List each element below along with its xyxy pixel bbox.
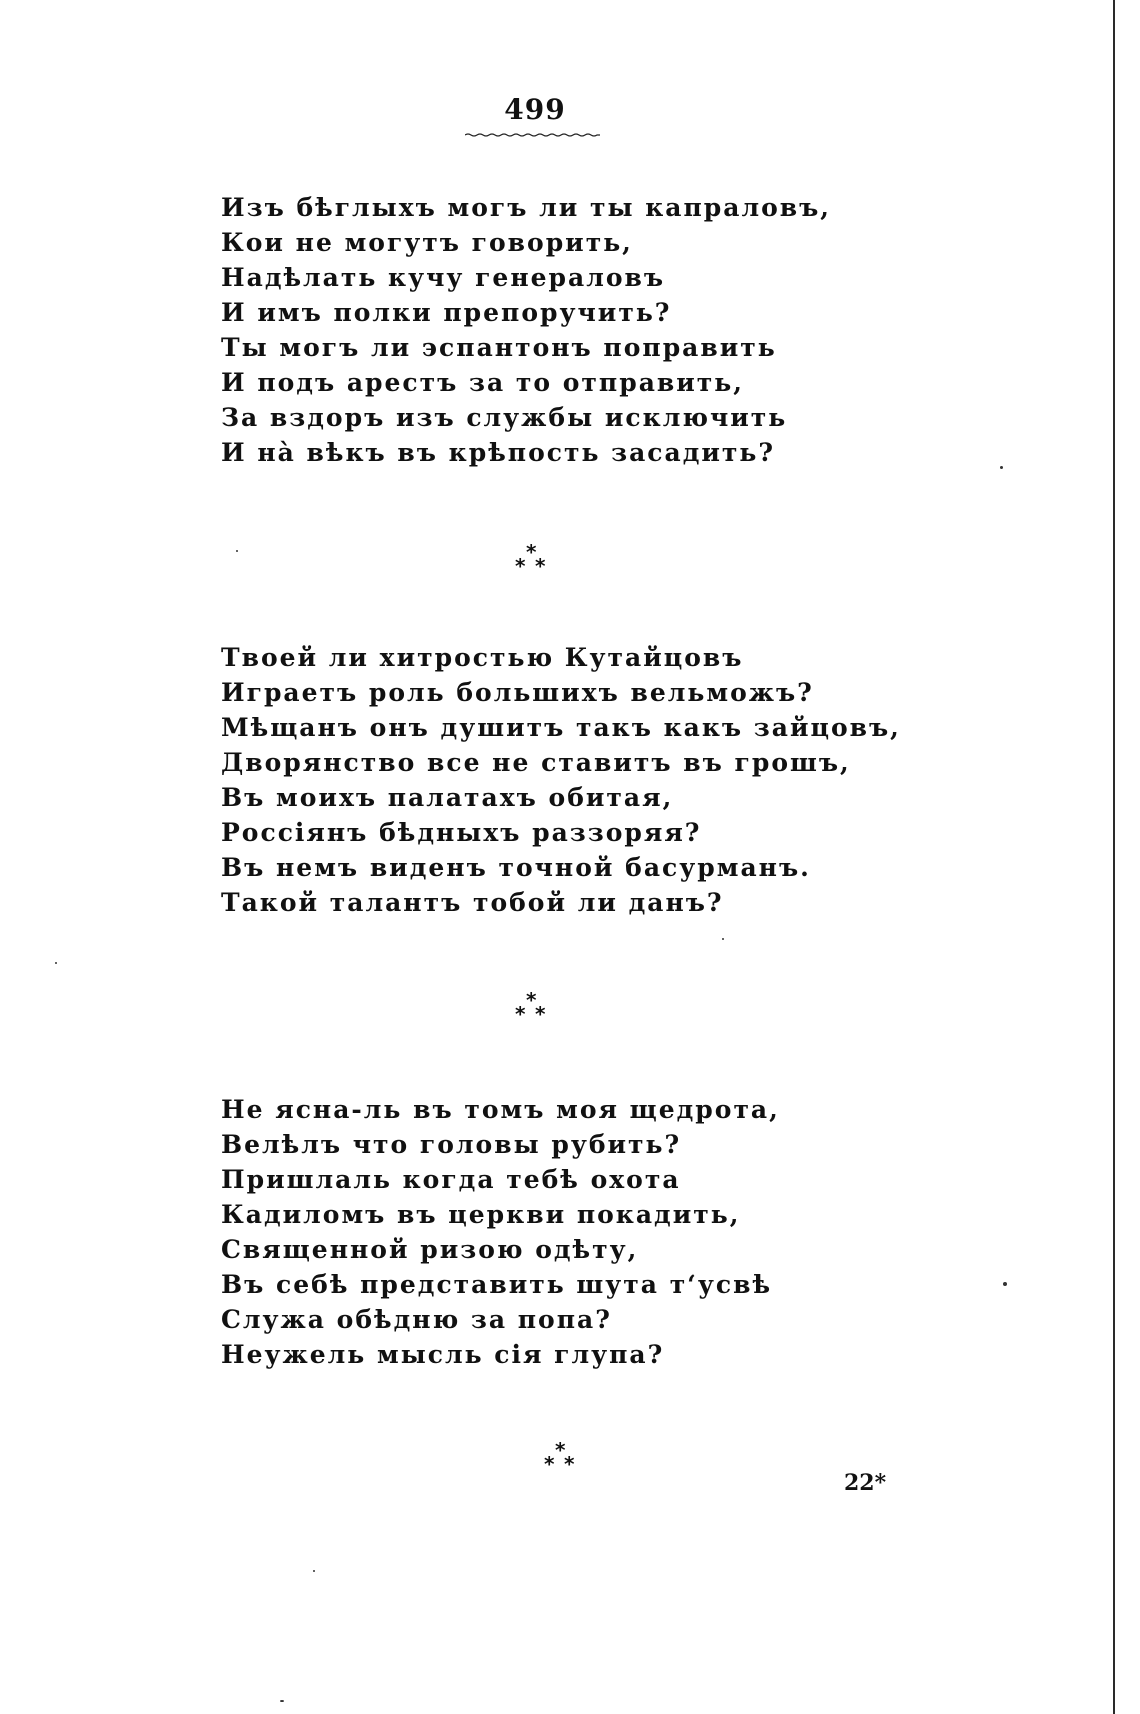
paper-speck	[280, 1700, 284, 1702]
asterism-star: *	[564, 1452, 575, 1476]
asterism-star: *	[515, 1002, 526, 1026]
asterism-star: *	[526, 988, 537, 1012]
verse-line: Надѣлать кучу генераловъ	[221, 263, 666, 292]
asterism-star: *	[535, 554, 546, 578]
asterism-star: *	[535, 1002, 546, 1026]
paper-speck	[313, 1570, 315, 1572]
verse-line: Въ себѣ представить шута т‘усвѣ	[221, 1270, 773, 1299]
verse-line: Пришлаль когда тебѣ охота	[221, 1165, 681, 1194]
asterism-star: *	[555, 1438, 566, 1462]
asterism-divider	[513, 990, 553, 1030]
verse-line: Мѣщанъ онъ душитъ такъ какъ зайцовъ,	[221, 713, 901, 742]
verse-line: Ты могъ ли эспантонъ поправить	[221, 333, 777, 362]
verse-line: За вздоръ изъ службы исключить	[221, 403, 788, 432]
verse-line: Не ясна-ль въ томъ моя щедрота,	[221, 1095, 780, 1124]
asterism-star: *	[515, 554, 526, 578]
verse-line: И подъ арестъ за то отправить,	[221, 368, 744, 397]
verse-line: Изъ бѣглыхъ могъ ли ты капраловъ,	[221, 193, 832, 222]
stanza-1	[221, 190, 831, 470]
verse-line: Въ немъ виденъ точной басурманъ.	[221, 853, 811, 882]
paper-speck	[722, 938, 724, 940]
stanza-2	[221, 640, 901, 920]
paper-speck	[55, 962, 57, 964]
verse-line: Неужель мысль сія глупа?	[221, 1340, 665, 1369]
paper-speck	[236, 550, 238, 552]
verse-line: Такой талантъ тобой ли данъ?	[221, 888, 724, 917]
signature-mark: 22*	[844, 1470, 887, 1496]
verse-line: Служа обѣдню за попа?	[221, 1305, 612, 1334]
page-edge-line	[1113, 0, 1115, 1714]
asterism-divider	[513, 542, 553, 582]
page-number: 499	[504, 93, 566, 126]
paper-speck	[1003, 1282, 1007, 1286]
verse-line: Кои не могутъ говорить,	[221, 228, 633, 257]
paper-speck	[1000, 466, 1003, 469]
verse-line: Твоей ли хитростью Кутайцовъ	[221, 643, 744, 672]
verse-line: Дворянство все не ставитъ въ грошъ,	[221, 748, 851, 777]
verse-line: Въ моихъ палатахъ обитая,	[221, 783, 674, 812]
asterism-star: *	[526, 540, 537, 564]
verse-line: Кадиломъ въ церкви покадить,	[221, 1200, 741, 1229]
verse-line: Россіянъ бѣдныхъ раззоряя?	[221, 818, 702, 847]
verse-line: И имъ полки препоручить?	[221, 298, 672, 327]
asterism-divider	[542, 1440, 582, 1480]
stanza-3	[221, 1092, 780, 1372]
verse-line: Священной ризою одѣту,	[221, 1235, 639, 1264]
verse-line: Велѣлъ что головы рубить?	[221, 1130, 682, 1159]
page-number-rule	[465, 133, 600, 137]
verse-line: И на̀ вѣкъ въ крѣпость засадить?	[221, 438, 776, 467]
asterism-star: *	[544, 1452, 555, 1476]
verse-line: Играетъ роль большихъ вельможъ?	[221, 678, 814, 707]
